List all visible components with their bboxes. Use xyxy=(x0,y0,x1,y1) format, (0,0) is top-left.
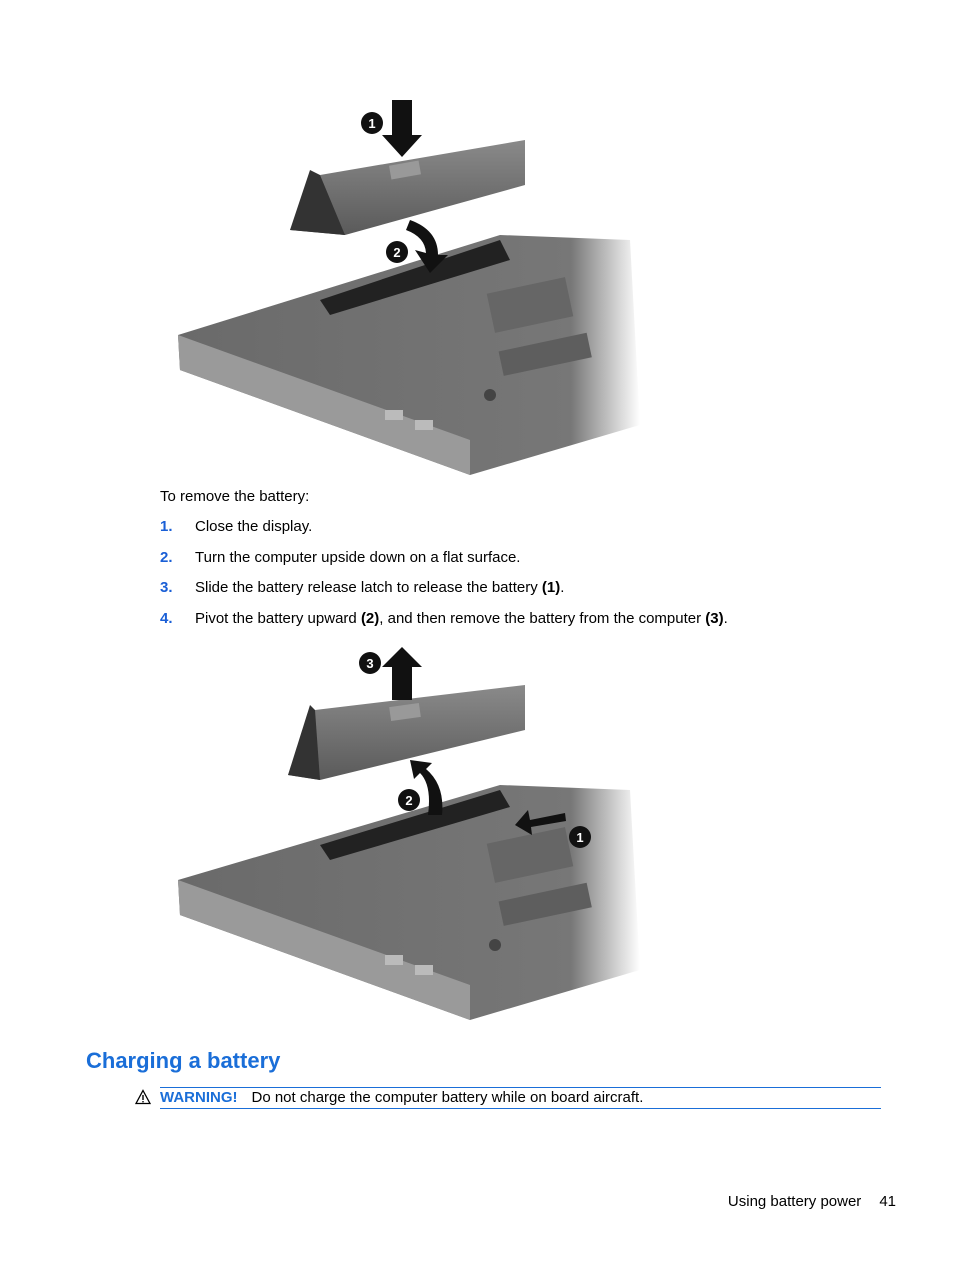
page-footer xyxy=(728,1193,896,1210)
step-1 xyxy=(160,518,312,535)
step-text-end: . xyxy=(560,579,565,596)
callout-2 xyxy=(386,241,408,263)
step-number: 2. xyxy=(160,549,173,566)
step-text: Turn the computer upside down on a flat surface. xyxy=(195,549,521,566)
warning-box xyxy=(160,1087,881,1109)
svg-text:2: 2 xyxy=(393,245,401,260)
warning-text: Do not charge the computer battery while on board aircraft. xyxy=(251,1089,644,1106)
step-number: 3. xyxy=(160,579,173,596)
intro-text: To remove the battery: xyxy=(160,488,310,505)
step-text: Close the display. xyxy=(195,518,313,535)
warning-icon xyxy=(135,1089,151,1105)
step-text-end: . xyxy=(723,610,728,627)
svg-text:1: 1 xyxy=(368,116,376,131)
callout-1 xyxy=(361,112,383,134)
page-number: 41 xyxy=(879,1193,896,1210)
svg-text:3: 3 xyxy=(366,656,374,671)
battery-insert-illustration xyxy=(170,95,640,480)
svg-text:1: 1 xyxy=(576,830,584,845)
footer-section: Using battery power xyxy=(727,1193,862,1210)
step-ref: (1) xyxy=(541,579,561,596)
callout-2 xyxy=(398,789,420,811)
section-heading: Charging a battery xyxy=(86,1048,281,1073)
callout-3 xyxy=(359,652,381,674)
svg-text:2: 2 xyxy=(405,793,413,808)
step-2 xyxy=(160,549,520,566)
step-ref: (3) xyxy=(705,610,724,627)
step-3 xyxy=(160,579,564,596)
step-text: Pivot the battery upward xyxy=(195,610,361,627)
callout-1 xyxy=(569,826,591,848)
step-number: 1. xyxy=(160,518,173,535)
step-4 xyxy=(160,610,728,627)
step-text: Slide the battery release latch to release the battery xyxy=(195,579,542,596)
step-text-mid: , and then remove the battery from the computer xyxy=(379,610,706,627)
step-ref: (2) xyxy=(360,610,380,627)
step-number: 4. xyxy=(160,610,173,627)
battery-remove-illustration xyxy=(170,645,640,1025)
warning-label: WARNING! xyxy=(160,1089,238,1106)
